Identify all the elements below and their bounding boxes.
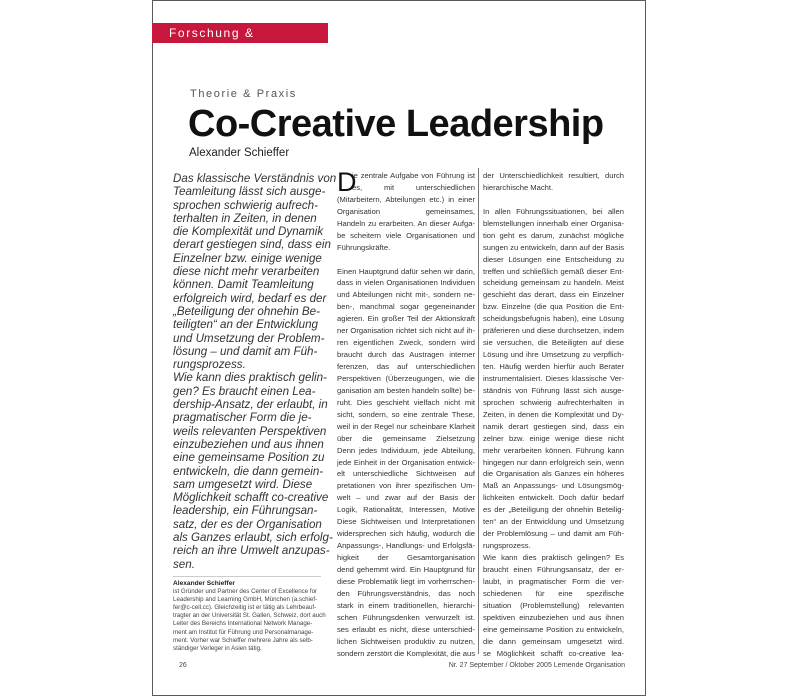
text-line: Anpassungs-, Handlungs- und Erfolgsfä-: [337, 541, 475, 551]
text-line: blemstellungen innerhalb einer Organisa-: [483, 218, 624, 228]
text-line: sicht, sondern, so eine zentrale These,: [337, 409, 475, 419]
paragraph: [173, 371, 333, 571]
text-line: ben-, manchmal sogar gegeneinander: [337, 302, 475, 312]
text-line: Führungskräfte.: [337, 242, 391, 252]
article-title: Co-Creative Leadership: [188, 103, 604, 145]
kicker: Theorie & Praxis: [190, 88, 297, 100]
text-line: teiligten“ an der Entwicklung: [173, 318, 319, 332]
drop-cap: D: [337, 167, 357, 197]
text-line: den Führungsverständnis, das noch: [337, 588, 475, 598]
text-line: In allen Führungssituationen, bei allen: [483, 206, 624, 216]
text-line: ie zentrale Aufgabe von Führung ist: [352, 171, 475, 180]
bio-line: tragter an der Universität St. Gallen, Schweiz, dort auch: [173, 612, 326, 620]
text-line: dend gehemmt wird. Ein Hauptgrund für: [337, 564, 475, 574]
text-line: jede Einheit in der Organisation entwick-: [337, 457, 475, 467]
text-line: Zeiten, in denen die Komplexität und Dy-: [483, 409, 624, 419]
text-line: der Problemlösung – und damit am Füh-: [483, 529, 624, 539]
text-line: sie versuchen, die Beteiligten auf diese: [483, 338, 624, 348]
paragraph: [337, 266, 475, 660]
text-line: rungsprozess.: [173, 358, 246, 372]
text-line: die Organisation als Ganzes ein höheres: [483, 469, 624, 479]
bio-line: ment. Vorher war Schieffer mehrere Jahre als selb-: [173, 636, 313, 644]
text-line: weils relevanten Perspektiven: [173, 424, 327, 438]
text-line: braucht durch das Austragen interner: [337, 350, 475, 360]
text-line: und Abteilungen nicht mit-, sondern ne-: [337, 290, 475, 300]
page-number: 26: [179, 662, 187, 669]
text-line: reich an ihre Umwelt anzupas-: [173, 544, 330, 558]
text-line: widersprechen sich häufig, wodurch die: [337, 529, 475, 539]
text-line: entwickeln, die dann gemein-: [173, 464, 324, 478]
text-line: Lösung und ihre Umsetzung zu verpflich-: [483, 350, 624, 360]
text-line: ständnis von Führung lässt sich ausge-: [483, 385, 624, 395]
paragraph: [173, 172, 337, 372]
paragraph: [483, 552, 624, 659]
text-line: schiedenen für eine spezifische: [483, 588, 624, 598]
text-line: der Unterschiedlichkeit resultiert, durch: [483, 171, 624, 180]
text-line: einzubeziehen und aus ihnen: [173, 437, 324, 451]
text-line: und Umsetzung der Problem-: [173, 331, 325, 345]
column-divider: [478, 168, 479, 654]
paragraph: [483, 170, 624, 194]
text-line: hierarchische Macht.: [483, 182, 554, 192]
text-line: diese Problematik liegt im vorherrschen-: [337, 576, 475, 586]
text-line: dieser Lösungen eine Entscheidung zu: [483, 254, 624, 264]
text-line: Wie kann dies praktisch gelin-: [173, 371, 327, 385]
text-line: Möglichkeit schafft co-creative: [173, 491, 329, 505]
text-line: können. Damit Teamleitung: [173, 278, 314, 292]
bio-line: Leiter des Bereichs International Network Manage-: [173, 620, 313, 628]
text-line: lichen Sichtweisen produktiv zu nutzen,: [337, 636, 475, 646]
text-line: sprochen schwierig aufrechterhalten in: [483, 397, 624, 407]
text-line: satz, der es der Organisation: [173, 517, 322, 531]
text-line: hingegen nur dann erfolgreich sein, wenn: [483, 457, 624, 467]
text-line: erfolgreich wird, bedarf es der: [173, 291, 327, 305]
text-line: ses erlaubt es nicht, diese unterschied-: [337, 624, 475, 634]
text-line: die Komplexität und Dynamik: [173, 225, 324, 239]
bio-line: ment am Institut für Führung und Personalmanage-: [173, 628, 314, 636]
text-line: Organisation gemeinsames,: [337, 206, 475, 216]
paragraph: [337, 167, 475, 254]
text-line: elt unterschiedliche Sichtweisen auf: [337, 469, 475, 479]
text-line: Handeln zu erarbeiten. An dieser Aufga-: [337, 218, 475, 228]
section-banner: Forschung & Ergebnisse: [152, 23, 328, 43]
text-line: als Ganzes erlaubt, sich erfolg-: [173, 531, 333, 545]
text-line: derart gestiegen sind, dass ein: [173, 238, 331, 252]
text-line: Einen Hauptgrund dafür sehen wir darin,: [337, 266, 475, 276]
text-line: Teamleitung lässt sich ausge-: [173, 185, 326, 199]
text-line: sprochen schwierig aufrech-: [173, 198, 318, 212]
text-line: namik derart gestiegen sind, dass ein: [483, 421, 624, 431]
text-line: be scheitern viele Organisationen und: [337, 230, 475, 240]
bio-divider: [173, 576, 321, 577]
text-line: über die gemeinsame Zielsetzung: [337, 433, 475, 443]
text-line: se Möglichkeit schafft co-creative lea-: [483, 648, 624, 658]
body-column-middle: [337, 167, 475, 671]
text-line: Maß an Anpassungs- und Lösungsmög-: [483, 481, 624, 491]
text-line: eine gemeinsame Position zu: [173, 451, 325, 465]
text-line: Perspektiven (Überzeugungen, wie die: [337, 373, 475, 383]
text-line: ten. Häufig werden hierfür auch Berater: [483, 362, 624, 371]
text-line: scheidung gemeinsam zu handeln. Meist: [483, 278, 624, 288]
text-line: tion geht es darum, zunächst mögliche: [483, 230, 624, 240]
bio-name: Alexander Schieffer: [173, 580, 235, 587]
text-line: Wie kann dies praktisch gelingen? Es: [483, 553, 624, 562]
text-line: scheidungsbefugnis haben), eine Lösung: [483, 314, 624, 324]
text-line: die dann gemeinsam umgesetzt wird.: [483, 636, 624, 646]
text-line: bzw. Einzelne (die qua Position die Ent-: [483, 302, 624, 312]
text-line: gen? Es braucht einen Lea-: [173, 384, 316, 398]
text-line: higkeit der Gesamtorganisation: [337, 553, 475, 562]
text-line: pragmatischer Form die je-: [173, 411, 312, 425]
author-bio: [173, 580, 326, 653]
text-line: laubt, in pragmatischer Form die ver-: [483, 576, 624, 586]
text-line: mehr verarbeiten können. Führung kann: [483, 445, 624, 455]
text-line: pretationen von ihrer spezifischen Um-: [337, 481, 475, 491]
text-line: präferieren und diese durchsetzen, indem: [483, 326, 624, 336]
issue-footer: Nr. 27 September / Oktober 2005 Lernende Organisation: [448, 662, 625, 669]
text-line: lichkeiten entwickelt. Doch dafür bedarf: [483, 493, 624, 503]
body-column-right: [483, 170, 624, 671]
text-line: spektiven einzubeziehen und aus ihnen: [483, 612, 624, 622]
text-line: Einzelner bzw. einige wenige: [173, 251, 322, 265]
text-line: welt – und zwar auf der Basis der: [337, 493, 475, 503]
text-line: eine gemeinsame Position zu entwickeln,: [483, 624, 624, 634]
text-line: ten“ an der Entwicklung und Umsetzung: [483, 517, 624, 527]
text-line: zelner bzw. einige wenige diese nicht: [483, 433, 624, 443]
text-line: ferenzen, das auf unterschiedlichen: [337, 362, 475, 371]
text-line: geschieht das derart, dass ein Einzelner: [483, 290, 624, 300]
text-line: Logik, Rationalität, Interessen, Motive: [337, 505, 475, 515]
bio-line: ist Gründer und Partner des Center of Excellence for: [173, 588, 318, 596]
text-line: ren eigentlichen Zweck, sondern wird: [337, 338, 475, 348]
text-line: diese nicht mehr verarbeiten: [173, 265, 320, 279]
text-line: ner Organisation richtet sich nicht auf ih-: [337, 326, 475, 336]
text-line: rungsprozess.: [483, 541, 531, 551]
bio-text: [173, 588, 326, 653]
text-line: weil in der Regel nur scheinbare Klarheit: [337, 421, 475, 431]
text-line: terhalten in Zeiten, in denen: [173, 211, 317, 225]
text-line: schen Führungsdenken verwurzelt ist.: [337, 612, 475, 622]
text-line: es, mit unterschiedlichen: [352, 182, 475, 192]
text-line: ruht. Dies geschieht vielfach nicht mit: [337, 397, 475, 407]
text-line: (Mitarbeitern, Abteilungen etc.) in einer: [337, 194, 475, 204]
text-line: dership-Ansatz, der erlaubt, in: [173, 398, 328, 412]
text-line: situation (Problemstellung) relevanten: [483, 600, 624, 610]
bio-line: fer@c-cell.cc). Gleichzeitig ist er tätig als Lehrbeauf-: [173, 604, 317, 612]
text-line: instrumentalisiert. Dieses klassische Ver-: [483, 373, 624, 383]
text-line: sondern zerstört die Komplexität, die aus: [337, 648, 475, 658]
text-line: ganisation am besten handeln sollte) be-: [337, 385, 475, 395]
text-line: sam umgesetzt wird. Diese: [173, 477, 313, 491]
text-line: Denn jedes Individuum, jede Abteilung,: [337, 445, 475, 455]
text-line: sungen zu entwickeln, dann auf der Basis: [483, 242, 624, 252]
text-line: sen.: [173, 557, 195, 571]
text-line: lösung – und damit am Füh-: [173, 344, 318, 358]
paragraph: [483, 206, 624, 552]
text-line: braucht einen Führungsansatz, der er-: [483, 564, 624, 574]
text-line: es der „Beteiligung der ohnehin Beteilig-: [483, 505, 624, 515]
text-line: agieren. Ein großer Teil der Aktionskraft: [337, 314, 475, 324]
text-line: dass in vielen Organisationen Individuen: [337, 278, 475, 288]
text-line: stark in einem traditionellen, hierarchi-: [337, 600, 475, 610]
text-line: „Beteiligung der ohnehin Be-: [173, 304, 320, 318]
intro-lead: [173, 172, 337, 571]
bio-line: Leadership and Learning GmbH, München (a.schief-: [173, 596, 318, 604]
article-author: Alexander Schieffer: [189, 147, 290, 159]
text-line: Das klassische Verständnis von: [173, 172, 337, 185]
text-line: Diese Sichtweisen und Interpretationen: [337, 517, 475, 527]
text-line: leadership, ein Führungsan-: [173, 504, 318, 518]
text-line: treffen und schließlich gemäß dieser Ent-: [483, 266, 624, 276]
bio-line: ständiger Verleger in Asien tätig.: [173, 644, 262, 652]
